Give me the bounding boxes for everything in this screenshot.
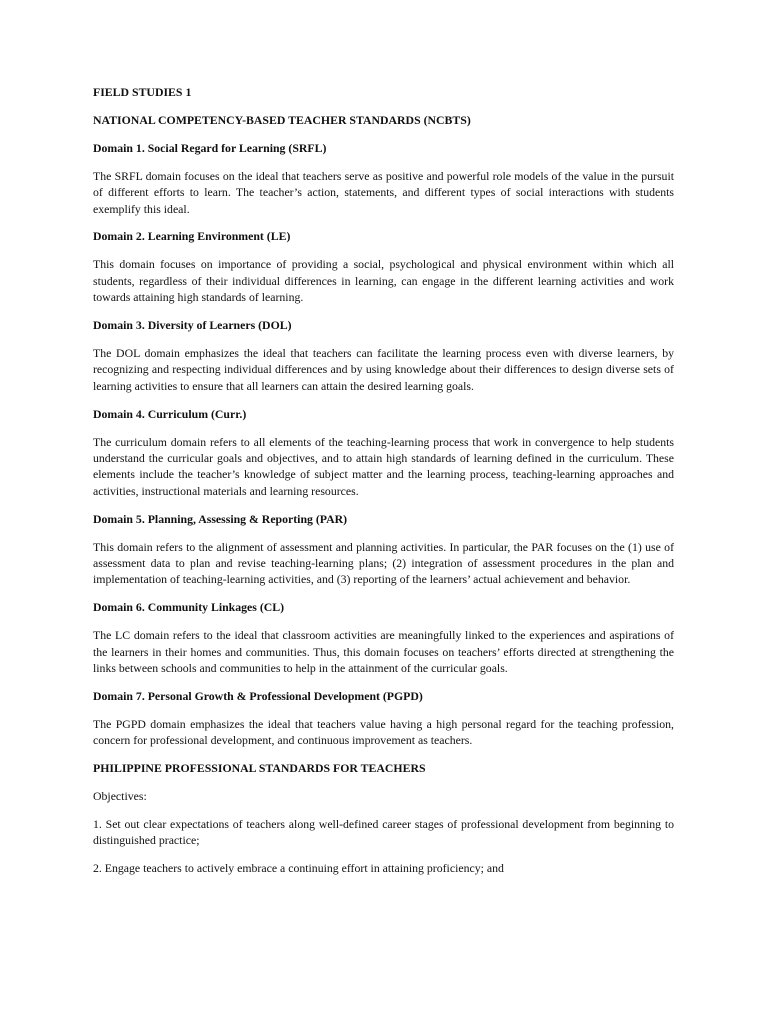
domain-1-text: The SRFL domain focuses on the ideal that teachers serve as positive and powerful role models of the value in the pursuit of different efforts to learn. The teacher’s action, statements, and different types of social interactions with students exemplify this ideal. (93, 168, 674, 216)
domain-4-heading: Domain 4. Curriculum (Curr.) (93, 406, 247, 421)
section-title-ppst: PHILIPPINE PROFESSIONAL STANDARDS FOR TEACHERS (93, 761, 426, 776)
domain-6-text: The LC domain refers to the ideal that classroom activities are meaningfully linked to the experiences and aspirations of the learners in their homes and communities. Thus, this domain focuses on teachers’ efforts directed at strengthening the links between schools and communities to help in the attainment of the curricular goals. (93, 628, 674, 676)
objective-item-2: 2. Engage teachers to actively embrace a continuing effort in attaining proficiency; and (93, 861, 504, 876)
domain-5-text: This domain refers to the alignment of assessment and planning activities. In particular, the PAR focuses on the (1) use of assessment data to plan and revise teaching-learning plans; (2) integration of assessment procedures in the plan and implementation of teaching-learning activities, and (3) reporting of the learners’ actual achievement and behavior. (93, 539, 674, 587)
domain-4-text: The curriculum domain refers to all elements of the teaching-learning process that work in convergence to help students understand the curricular goals and objectives, and to attain high standards of learning defined in the curriculum. These elements include the teacher’s knowledge of subject matter and the learning process, teaching-learning approaches and activities, instructional materials and learning resources. (93, 434, 674, 498)
domain-7-heading: Domain 7. Personal Growth & Professional Development (PGPD) (93, 688, 423, 703)
domain-1-heading: Domain 1. Social Regard for Learning (SRFL) (93, 140, 327, 155)
domain-6-heading: Domain 6. Community Linkages (CL) (93, 600, 285, 615)
domain-2-text: This domain focuses on importance of providing a social, psychological and physical environment within which all students, regardless of their individual differences in learning, can engage in the different learning activities and work towards attaining high standards of learning. (93, 257, 674, 305)
domain-2-heading: Domain 2. Learning Environment (LE) (93, 229, 291, 244)
section-title-ncbts: NATIONAL COMPETENCY-BASED TEACHER STANDARDS (NCBTS) (93, 112, 471, 127)
document-page (93, 84, 674, 888)
domain-3-heading: Domain 3. Diversity of Learners (DOL) (93, 318, 292, 333)
domain-3-text: The DOL domain emphasizes the ideal that teachers can facilitate the learning process even with diverse learners, by recognizing and respecting individual differences and by using knowledge about their differences to design diverse sets of learning activities to ensure that all learners can attain the desired learning goals. (93, 345, 674, 393)
domain-7-text: The PGPD domain emphasizes the ideal that teachers value having a high personal regard for the teaching profession, concern for professional development, and continuous improvement as teachers. (93, 716, 674, 748)
objectives-label: Objectives: (93, 789, 147, 804)
domain-5-heading: Domain 5. Planning, Assessing & Reporting (PAR) (93, 511, 348, 526)
objective-item-1: 1. Set out clear expectations of teachers along well-defined career stages of professional development from beginning to distinguished practice; (93, 817, 674, 848)
document-title: FIELD STUDIES 1 (93, 85, 192, 99)
